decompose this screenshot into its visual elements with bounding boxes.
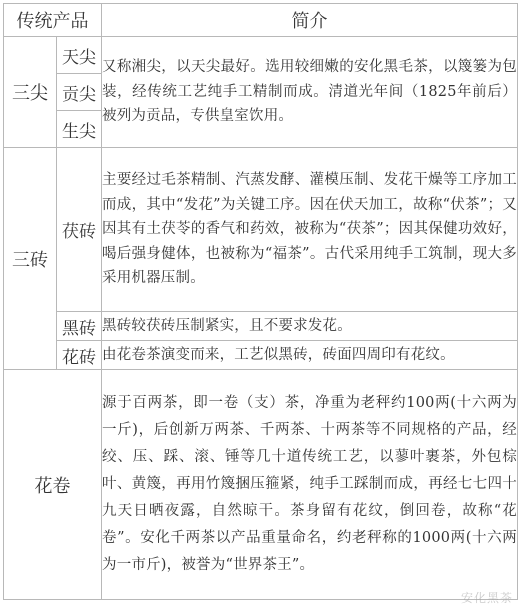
watermark: 安化黑茶	[460, 591, 513, 605]
subitem-heizhuan: 黑砖	[57, 312, 102, 341]
table-row	[4, 370, 518, 600]
header-intro: 简介	[102, 4, 518, 37]
header-product: 传统产品	[4, 4, 102, 37]
category-sanjian: 三尖	[4, 37, 57, 148]
description-heizhuan: 黑砖较茯砖压制紧实，且不要求发花。	[102, 312, 518, 341]
subitem-tianjian: 天尖	[57, 37, 102, 74]
description-sanjian: 又称湘尖，以天尖最好。选用较细嫩的安化黑毛茶，以篾篓为包装，经传统工艺纯手工精制而成。清道光年间（1825年前后）被列为贡品，专供皇室饮用。	[102, 37, 518, 148]
table-row	[4, 341, 518, 370]
subitem-shengjian: 生尖	[57, 111, 102, 148]
table-row	[4, 37, 518, 74]
category-huajuan: 花卷	[4, 370, 102, 600]
table-row	[4, 148, 518, 312]
subitem-gongjian: 贡尖	[57, 74, 102, 111]
product-table	[3, 3, 518, 600]
table-row	[4, 312, 518, 341]
description-huazhuan: 由花卷茶演变而来，工艺似黑砖，砖面四周印有花纹。	[102, 341, 518, 370]
description-huajuan: 源于百两茶，即一卷（支）茶，净重为老秤约100两(十六两为一斤)，后创新万两茶、千两茶、十两茶等不同规格的产品，经绞、压、踩、滚、锤等几十道传统工艺，以蓼叶裹茶，外包棕叶、黄篾，再用竹篾捆压箍紧，纯手工踩制而成，再经七七四十九天日晒夜露，自然晾干。茶身留有花纹，倒回卷，故称“花卷”。安化千两茶以产品重量命名，约老秤称的1000两(十六两为一市斤)，被誉为“世界茶王”。	[102, 370, 518, 600]
category-sanzhuan: 三砖	[4, 148, 57, 370]
table-header-row	[4, 4, 518, 37]
subitem-fuzhuan: 茯砖	[57, 148, 102, 312]
description-fuzhuan: 主要经过毛茶精制、汽蒸发酵、灌模压制、发花干燥等工序加工而成，其中“发花”为关键工序。因在伏天加工，故称“伏茶”；又因其有土茯苓的香气和药效，被称为“茯茶”；因其保健功效好，喝后强身健体，也被称为“福茶”。古代采用纯手工筑制，现大多采用机器压制。	[102, 148, 518, 312]
subitem-huazhuan: 花砖	[57, 341, 102, 370]
